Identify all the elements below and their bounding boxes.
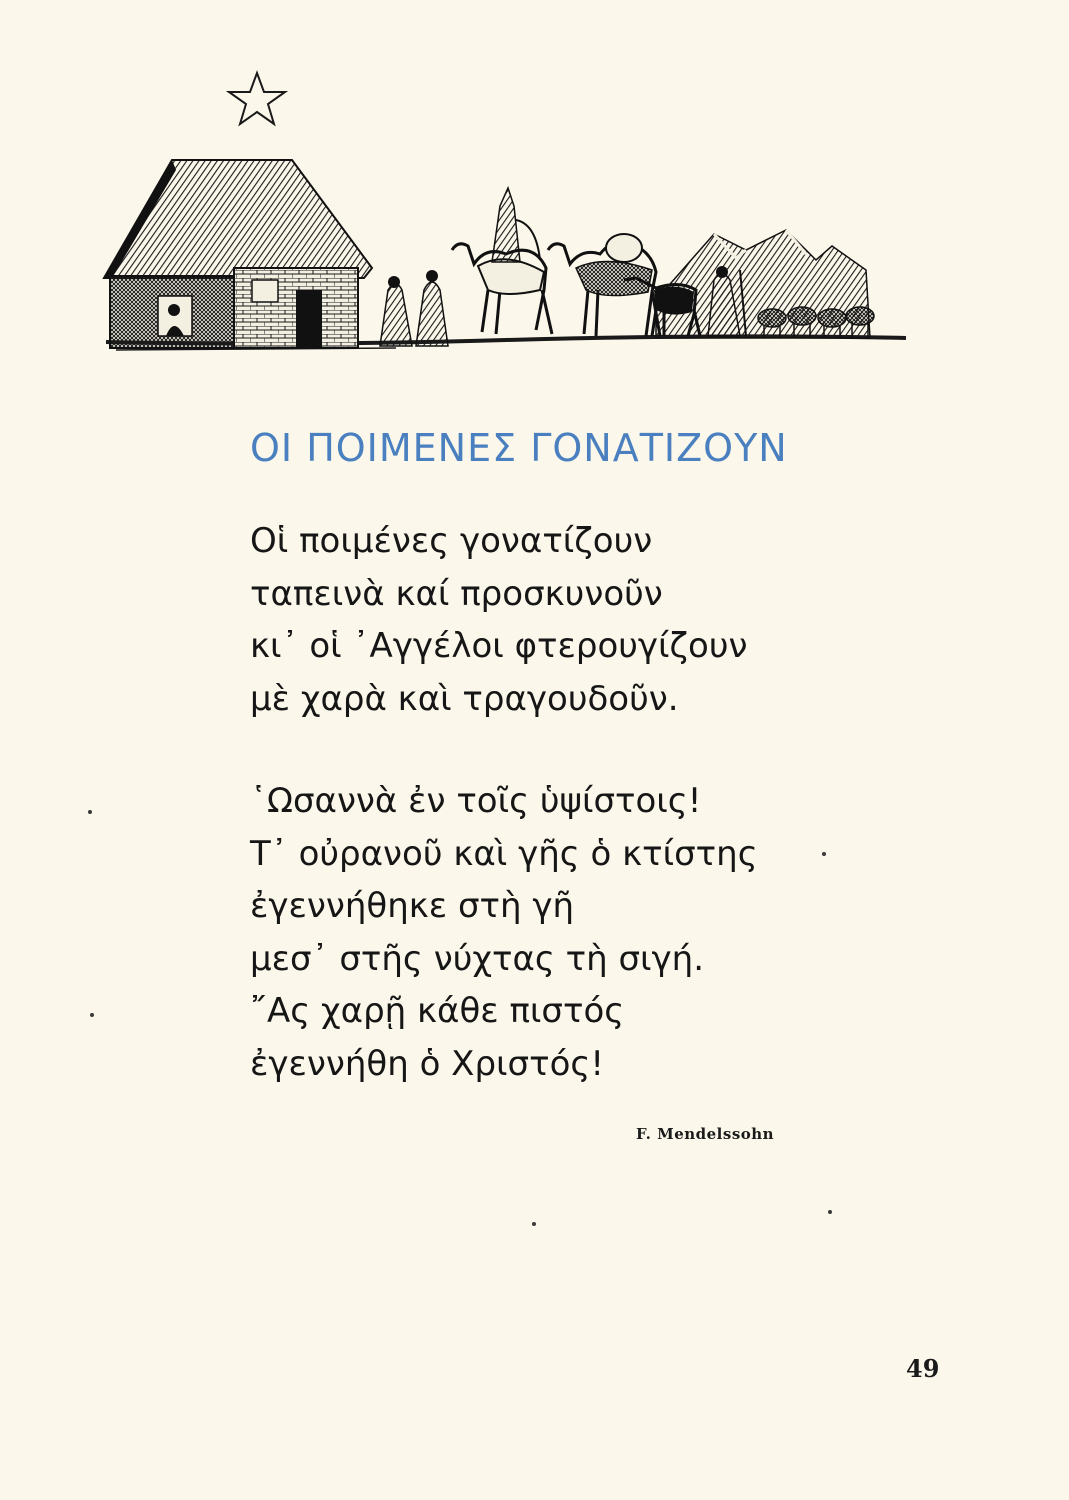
star-outline-icon [226,70,288,128]
poem-line: ἐγεννήθη ὁ Χριστός! [250,1043,604,1084]
poem-line: ἐγεννήθηκε στὴ γῆ [250,886,575,926]
poem-title: ΟΙ ΠΟΙΜΕΝΕΣ ΓΟΝΑΤΙΖΟΥΝ [250,426,788,470]
poem-line: Οἱ ποιμένες γονατίζουν [250,521,653,561]
poem-line: Τ᾿ οὐρανοῦ καὶ γῆς ὁ κτίστης [250,833,758,874]
poem-line: κι᾿ οἱ ᾿Αγγέλοι φτερουγίζουν [250,626,748,666]
poem-line: μὲ χαρὰ καὶ τραγουδοῦν. [250,678,679,719]
stanza-1 [250,515,748,725]
page-number: 49 [906,1354,940,1383]
paper-speck [90,1013,94,1017]
stanza-2 [250,775,758,1090]
nativity-scene-illustration [96,150,916,365]
paper-speck [822,852,826,856]
composer-credit: F. Mendelssohn [636,1125,775,1143]
poem-line: ταπεινὰ καί προσκυνοῦν [250,573,663,614]
poem-line: ῎Ας χαρῇ κάθε πιστός [250,991,625,1031]
poem-line: ῾Ωσαννὰ ἐν τοῖς ὑψίστοις! [250,781,702,821]
poem-line: μεσ᾿ στῆς νύχτας τὴ σιγή. [250,938,705,979]
paper-speck [532,1222,536,1226]
paper-speck [88,810,92,814]
paper-speck [828,1210,832,1214]
